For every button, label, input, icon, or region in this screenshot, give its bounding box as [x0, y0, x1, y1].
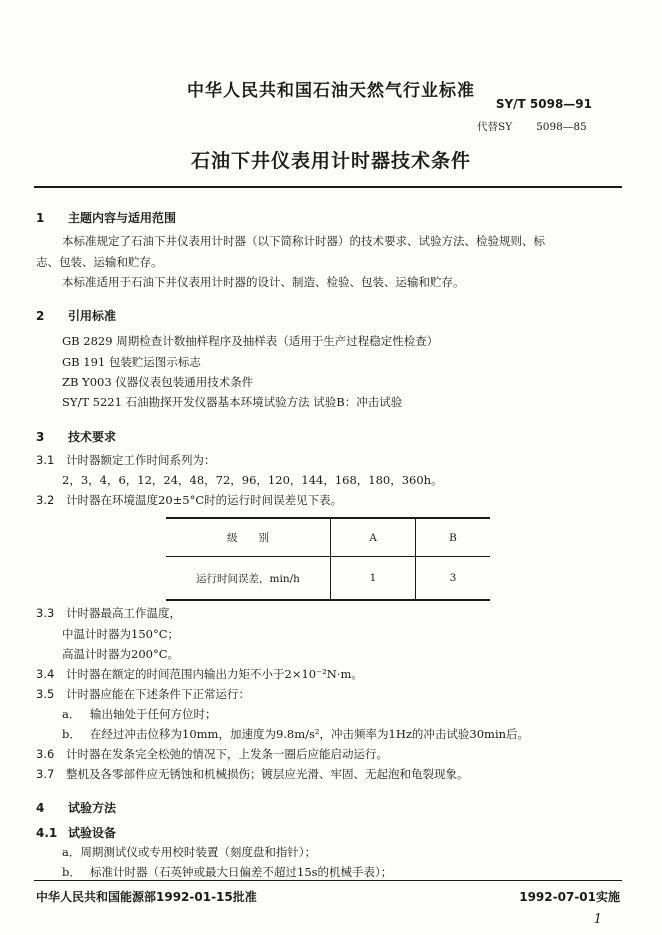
table-header-b: B — [416, 518, 491, 557]
clause-3-5: 3.5 计时器应能在下述条件下正常运行： — [36, 687, 250, 701]
section-1-para1-line2: 志、包装、运输和贮存。 — [36, 255, 163, 269]
reference-item: GB 191 包装贮运图示标志 — [62, 355, 201, 369]
clause-3-3: 3.3 计时器最高工作温度， — [36, 606, 181, 620]
clause-3-5-b: b． 在经过冲击位移为10mm，加速度为9.8m/s²，冲击频率为1Hz的冲击试验30min后。 — [62, 727, 530, 741]
replaces-line — [477, 119, 587, 134]
clause-3-5-a: a． 输出轴处于任何方位时； — [62, 707, 217, 721]
section-3-heading: 3 技术要求 — [36, 430, 117, 444]
table-row-label: 运行时间误差，min/h — [166, 557, 331, 601]
section-2-heading: 2 引用标准 — [36, 309, 117, 323]
section-4-heading: 4 试验方法 — [36, 801, 117, 815]
clause-3-3-high: 高温计时器为200°C。 — [62, 647, 179, 661]
table-cell-b: 3 — [416, 557, 491, 601]
effective-date: 1992-07-01实施 — [519, 890, 620, 904]
reference-item: ZB Y003 仪器仪表包装通用技术条件 — [62, 375, 254, 389]
table-row — [166, 557, 490, 601]
section-1-para1-line1: 本标准规定了石油下井仪表用计时器（以下简称计时器）的技术要求、试验方法、检验规则、标 — [62, 234, 545, 248]
standard-code: SY/T 5098—91 — [495, 97, 592, 111]
reference-item: SY/T 5221 石油勘探开发仪器基本环境试验方法 试验B：冲击试验 — [62, 395, 403, 409]
table-cell-a: 1 — [331, 557, 416, 601]
clause-3-2: 3.2 计时器在环境温度20±5°C时的运行时间误差见下表。 — [36, 493, 343, 507]
clause-3-7: 3.7 整机及各零部件应无锈蚀和机械损伤；镀层应光滑、牢固、无起泡和龟裂现象。 — [36, 767, 469, 781]
document-title: 石油下井仪表用计时器技术条件 — [190, 150, 471, 172]
footer-rule — [34, 880, 622, 881]
table-header-grade: 级 别 — [166, 518, 331, 557]
page-number: 1 — [593, 912, 602, 927]
title-rule — [34, 186, 622, 188]
clause-4-1-heading: 4.1 试验设备 — [36, 826, 117, 840]
reference-item: GB 2829 周期检查计数抽样程序及抽样表（适用于生产过程稳定性检查） — [62, 334, 439, 348]
table-header-row — [166, 518, 490, 557]
standard-category: 中华人民共和国石油天然气行业标准 — [187, 81, 475, 101]
replaces-number: 5098—85 — [536, 121, 587, 133]
clause-4-1-b: b． 标准计时器（石英钟或最大日偏差不超过15s的机械手表）； — [62, 865, 393, 879]
section-1-para2: 本标准适用于石油下井仪表用计时器的设计、制造、检验、包装、运输和贮存。 — [62, 275, 465, 289]
clause-3-6: 3.6 计时器在发条完全松弛的情况下，上发条一圈后应能启动运行。 — [36, 747, 388, 761]
clause-3-3-medium: 中温计时器为150°C； — [62, 627, 179, 641]
clause-4-1-a: a．周期测试仪或专用校时装置（刻度盘和指针）； — [62, 845, 317, 859]
section-1-heading: 1 主题内容与适用范围 — [36, 211, 177, 225]
clause-3-4: 3.4 计时器在额定的时间范围内输出力矩不小于2×10⁻²N·m。 — [36, 667, 363, 681]
clause-3-1: 3.1 计时器额定工作时间系列为： — [36, 453, 216, 467]
clause-3-1-values: 2，3，4，6，12，24，48，72，96，120，144，168，180，360h。 — [62, 473, 443, 487]
time-error-table — [166, 517, 490, 601]
table-header-a: A — [331, 518, 416, 557]
replaces-label: 代替SY — [477, 121, 513, 133]
approval-line: 中华人民共和国能源部1992-01-15批准 — [36, 890, 257, 904]
